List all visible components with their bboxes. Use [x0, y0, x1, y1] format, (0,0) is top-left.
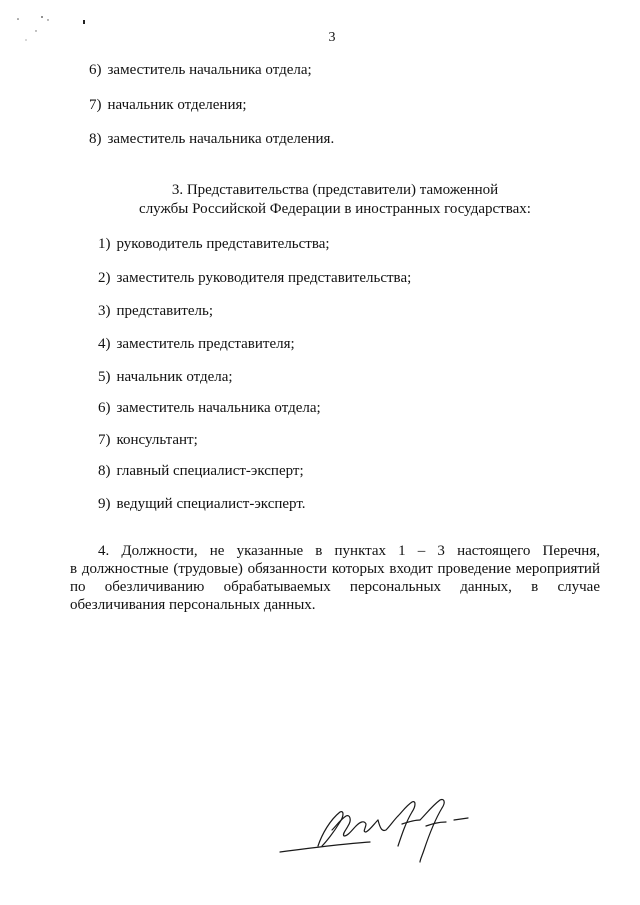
list-item — [89, 131, 334, 148]
list-item — [98, 463, 304, 480]
item-text: главный специалист-эксперт; — [116, 463, 304, 479]
item-text: представитель; — [116, 303, 213, 319]
list-item — [89, 97, 247, 114]
item-text: начальник отделения; — [107, 97, 247, 113]
list-item — [98, 336, 295, 353]
item-number: 3) — [98, 303, 111, 319]
item-text: ведущий специалист-эксперт. — [116, 496, 306, 512]
heading-line-2: службы Российской Федерации в иностранных государствах: — [139, 201, 531, 217]
list-item — [98, 400, 321, 417]
paragraph-line: по обезличиванию обрабатываемых персональных данных, в случае — [70, 579, 600, 595]
section-heading — [100, 181, 570, 219]
section-4-paragraph — [70, 542, 600, 614]
item-text: консультант; — [116, 432, 198, 448]
item-text: заместитель начальника отдела; — [107, 62, 312, 78]
item-text: заместитель начальника отделения. — [107, 131, 335, 147]
item-number: 2) — [98, 270, 111, 286]
item-text: заместитель руководителя представительства; — [116, 270, 412, 286]
item-number: 6) — [89, 62, 102, 78]
item-number: 8) — [98, 463, 111, 479]
item-number: 7) — [98, 432, 111, 448]
list-item — [98, 432, 198, 449]
paragraph-line: в должностные (трудовые) обязанности которых входит проведение мероприятий — [70, 561, 600, 577]
item-text: заместитель представителя; — [116, 336, 295, 352]
item-number: 1) — [98, 236, 111, 252]
paragraph-line: 4. Должности, не указанные в пунктах 1 – 3 настоящего Перечня, — [98, 543, 600, 559]
list-item — [98, 303, 213, 320]
item-text: заместитель начальника отдела; — [116, 400, 321, 416]
item-number: 7) — [89, 97, 102, 113]
item-number: 6) — [98, 400, 111, 416]
paragraph-line: обезличивания персональных данных. — [70, 597, 316, 613]
item-number: 4) — [98, 336, 111, 352]
item-number: 5) — [98, 369, 111, 385]
handwritten-signature — [270, 790, 500, 870]
item-text: руководитель представительства; — [116, 236, 330, 252]
heading-line-1: 3. Представительства (представители) таможенной — [171, 182, 499, 198]
list-item — [98, 236, 330, 253]
item-number: 9) — [98, 496, 111, 512]
item-number: 8) — [89, 131, 102, 147]
page-number: 3 — [328, 30, 336, 45]
list-item — [98, 270, 411, 287]
item-text: начальник отдела; — [116, 369, 233, 385]
list-item — [89, 62, 312, 79]
list-item — [98, 496, 306, 513]
list-item — [98, 369, 233, 386]
